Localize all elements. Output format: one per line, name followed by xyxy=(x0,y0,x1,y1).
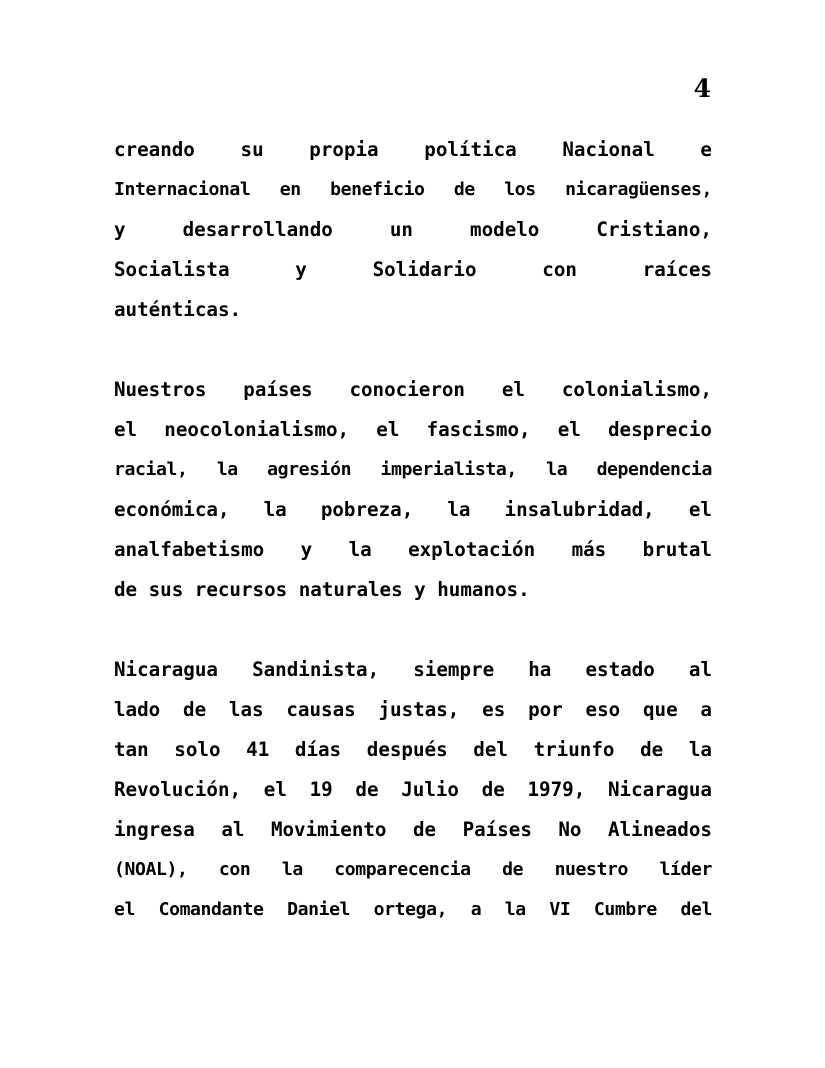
word: la xyxy=(263,498,287,521)
word: fascismo, xyxy=(426,418,531,441)
word: la xyxy=(688,738,712,761)
word: agresión xyxy=(267,459,352,480)
word: de xyxy=(453,179,475,200)
text-line xyxy=(114,650,712,690)
word: Nicaragua xyxy=(114,658,218,681)
word: Comandante xyxy=(158,899,264,920)
text-line xyxy=(114,290,712,330)
text-line xyxy=(114,730,712,770)
page-number: 4 xyxy=(693,74,711,103)
text-line xyxy=(114,170,712,210)
word: a xyxy=(470,899,482,920)
paragraph-1 xyxy=(114,130,712,330)
word: nicaragüenses, xyxy=(565,179,712,200)
word: VI xyxy=(549,899,571,920)
word: estado xyxy=(585,658,655,681)
word: por xyxy=(528,698,563,721)
word: días xyxy=(294,738,342,761)
word: Sandinista, xyxy=(252,658,380,681)
word: el xyxy=(263,778,287,801)
word: de xyxy=(183,698,207,721)
text-line xyxy=(114,770,712,810)
word: lado xyxy=(114,698,161,721)
word: Nuestros xyxy=(114,378,207,401)
word: del xyxy=(680,899,712,920)
word: al xyxy=(221,818,245,841)
word: eso xyxy=(585,698,621,721)
word: de xyxy=(412,818,437,841)
word: es xyxy=(482,698,506,721)
word: Cristiano, xyxy=(596,218,712,241)
word: 41 xyxy=(246,738,270,761)
word: (NOAL), xyxy=(114,859,188,880)
word: y xyxy=(295,258,307,281)
text-line xyxy=(114,810,712,850)
word: desarrollando xyxy=(182,218,333,241)
word: Países xyxy=(462,818,532,841)
word: la xyxy=(504,899,526,920)
word: solo xyxy=(174,738,221,761)
word: el xyxy=(557,418,581,441)
word: del xyxy=(473,738,508,761)
word: el xyxy=(114,899,135,920)
word: analfabetismo xyxy=(114,538,265,561)
word: un xyxy=(389,218,413,241)
text-line xyxy=(114,690,712,730)
word: el xyxy=(688,498,712,521)
word: que xyxy=(642,698,678,721)
paragraph-2 xyxy=(114,370,712,610)
word: modelo xyxy=(470,218,540,241)
word: nuestro xyxy=(554,859,629,880)
word: colonialismo, xyxy=(561,378,712,401)
word: Nicaragua xyxy=(607,778,712,801)
word: de xyxy=(481,778,505,801)
word: triunfo xyxy=(533,738,615,761)
word: Nacional xyxy=(562,138,655,161)
word: la xyxy=(447,498,471,521)
word: Daniel xyxy=(287,899,351,920)
text-line xyxy=(114,130,712,170)
word: Internacional xyxy=(114,179,251,200)
word: ingresa xyxy=(114,818,195,841)
word: de xyxy=(502,859,524,880)
word: y xyxy=(114,218,126,241)
word: Solidario xyxy=(372,258,477,281)
word: humanos. xyxy=(437,578,530,601)
word: Socialista xyxy=(114,258,230,281)
word: su xyxy=(240,138,264,161)
text-line xyxy=(114,890,712,930)
text-line xyxy=(114,530,712,570)
word: desprecio xyxy=(608,418,712,441)
word: en xyxy=(279,179,301,200)
word: los xyxy=(504,179,536,200)
word: de xyxy=(114,578,138,601)
word: líder xyxy=(659,859,712,880)
word: con xyxy=(218,859,251,880)
word: al xyxy=(688,658,712,681)
text-line xyxy=(114,570,712,610)
document-body xyxy=(114,130,712,930)
text-line xyxy=(114,210,712,250)
word: la xyxy=(216,459,238,480)
text-line xyxy=(114,370,712,410)
word: y xyxy=(414,578,426,601)
text-line xyxy=(114,490,712,530)
word: propia xyxy=(309,138,379,161)
word: países xyxy=(243,378,313,401)
word: política xyxy=(424,138,517,161)
word: e xyxy=(700,138,712,161)
word: después xyxy=(366,738,448,761)
word: tan xyxy=(114,738,149,761)
word: comparecencia xyxy=(334,859,471,880)
word: beneficio xyxy=(330,179,425,200)
word: neocolonialismo, xyxy=(164,418,350,441)
word: la xyxy=(348,538,372,561)
paragraph-3 xyxy=(114,650,712,930)
word: económica, xyxy=(114,498,230,521)
word: pobreza, xyxy=(320,498,414,521)
word: raíces xyxy=(642,258,712,281)
word: dependencia xyxy=(596,459,712,480)
text-line xyxy=(114,450,712,490)
word: Revolución, xyxy=(114,778,242,801)
word: Julio xyxy=(401,778,459,801)
word: siempre xyxy=(413,658,495,681)
word: 19 xyxy=(309,778,333,801)
word: Movimiento xyxy=(270,818,387,841)
word: el xyxy=(114,418,138,441)
text-line xyxy=(114,250,712,290)
word: Alineados xyxy=(607,818,712,841)
word: de xyxy=(355,778,379,801)
word: imperialista, xyxy=(380,459,517,480)
word: conocieron xyxy=(349,378,465,401)
word: brutal xyxy=(642,538,712,561)
word: insalubridad, xyxy=(504,498,655,521)
text-line xyxy=(114,850,712,890)
word: No xyxy=(558,818,582,841)
word: ortega, xyxy=(373,899,448,920)
word: causas xyxy=(286,698,356,721)
word: con xyxy=(542,258,577,281)
word: Cumbre xyxy=(593,899,657,920)
word: la xyxy=(281,859,303,880)
word: de xyxy=(640,738,664,761)
word: más xyxy=(571,538,607,561)
word: explotación xyxy=(408,538,536,561)
word: las xyxy=(228,698,264,721)
word: a xyxy=(700,698,712,721)
word: racial, xyxy=(114,459,188,480)
word: el xyxy=(376,418,400,441)
word: justas, xyxy=(378,698,460,721)
word: ha xyxy=(528,658,552,681)
word: el xyxy=(501,378,525,401)
word: auténticas. xyxy=(114,298,242,321)
word: 1979, xyxy=(527,778,586,801)
word: la xyxy=(546,459,568,480)
word: naturales xyxy=(298,578,403,601)
word: y xyxy=(300,538,313,561)
word: recursos xyxy=(194,578,288,601)
word: creando xyxy=(114,138,195,161)
word: sus xyxy=(148,578,184,601)
text-line xyxy=(114,410,712,450)
